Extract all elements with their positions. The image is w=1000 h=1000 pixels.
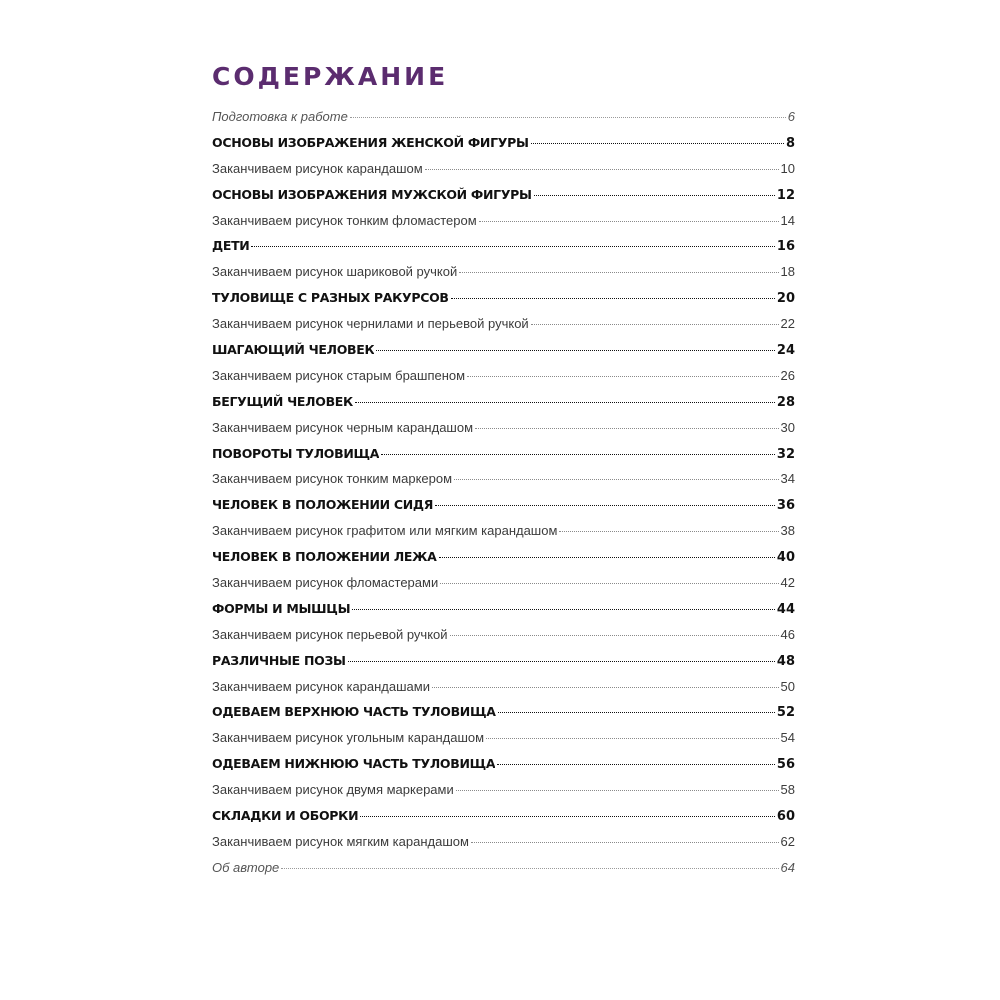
toc-entry-title: ПОВОРОТЫ ТУЛОВИЩА — [212, 445, 380, 461]
toc-entry-page-number: 10 — [780, 160, 795, 176]
dot-leader — [479, 220, 779, 222]
toc-entry-page-number: 64 — [780, 859, 795, 875]
toc-entry-page-number: 52 — [776, 705, 795, 721]
dot-leader — [475, 427, 779, 429]
dot-leader — [531, 323, 779, 325]
toc-subentry[interactable] — [212, 570, 795, 596]
toc-entry-page-number: 26 — [780, 367, 795, 383]
toc-entry-page-number: 50 — [780, 678, 795, 694]
dot-leader — [450, 634, 779, 636]
toc-subentry[interactable] — [212, 311, 795, 337]
toc-chapter-entry[interactable] — [212, 233, 795, 259]
dot-leader — [348, 660, 775, 662]
toc-entry-title: Заканчиваем рисунок угольным карандашом — [212, 730, 485, 746]
toc-chapter-entry[interactable] — [212, 648, 795, 674]
toc-matter-entry[interactable] — [212, 104, 795, 130]
toc-entry-page-number: 28 — [776, 394, 795, 410]
toc-subentry[interactable] — [212, 156, 795, 182]
toc-entry-title: Заканчиваем рисунок карандашом — [212, 160, 423, 176]
toc-chapter-entry[interactable] — [212, 751, 795, 777]
toc-entry-title: ДЕТИ — [212, 238, 250, 254]
toc-entry-page-number: 40 — [776, 550, 795, 566]
toc-entry-title: ОДЕВАЕМ ВЕРХНЮЮ ЧАСТЬ ТУЛОВИЩА — [212, 704, 496, 720]
toc-subentry[interactable] — [212, 777, 795, 803]
toc-chapter-entry[interactable] — [212, 596, 795, 622]
dot-leader — [425, 168, 779, 170]
toc-entry-page-number: 16 — [776, 239, 795, 255]
toc-entry-page-number: 18 — [780, 264, 795, 280]
toc-entry-page-number: 6 — [787, 109, 795, 124]
toc-entry-title: Заканчиваем рисунок черным карандашом — [212, 419, 474, 435]
dot-leader — [435, 504, 775, 506]
toc-entry-title: Подготовка к работе — [212, 109, 348, 124]
dot-leader — [376, 349, 775, 351]
dot-leader — [451, 297, 775, 299]
dot-leader — [497, 763, 775, 765]
dot-leader — [459, 271, 778, 273]
dot-leader — [432, 686, 779, 688]
toc-subentry[interactable] — [212, 674, 795, 700]
toc-subentry[interactable] — [212, 259, 795, 285]
toc-chapter-entry[interactable] — [212, 337, 795, 363]
dot-leader — [498, 711, 775, 713]
toc-entry-page-number: 62 — [780, 833, 795, 849]
toc-entry-title: ОДЕВАЕМ НИЖНЮЮ ЧАСТЬ ТУЛОВИЩА — [212, 756, 496, 772]
dot-leader — [531, 142, 784, 144]
toc-matter-entry[interactable] — [212, 855, 795, 881]
toc-entry-page-number: 42 — [780, 575, 795, 591]
toc-entry-title: Заканчиваем рисунок двумя маркерами — [212, 782, 454, 798]
toc-entry-page-number: 8 — [785, 135, 795, 151]
toc-entry-title: Заканчиваем рисунок старым брашпеном — [212, 367, 466, 383]
toc-list — [212, 104, 795, 881]
toc-entry-title: ШАГАЮЩИЙ ЧЕЛОВЕК — [212, 342, 375, 358]
dot-leader — [352, 608, 775, 610]
toc-entry-title: Заканчиваем рисунок тонким маркером — [212, 471, 453, 487]
toc-subentry[interactable] — [212, 208, 795, 234]
toc-entry-page-number: 24 — [776, 343, 795, 359]
toc-entry-page-number: 48 — [776, 653, 795, 669]
toc-subentry[interactable] — [212, 829, 795, 855]
dot-leader — [456, 789, 779, 791]
toc-chapter-entry[interactable] — [212, 803, 795, 829]
toc-entry-title: Об авторе — [212, 859, 280, 875]
toc-entry-page-number: 58 — [780, 782, 795, 798]
page-title: СОДЕРЖАНИЕ — [212, 62, 449, 91]
toc-entry-title: Заканчиваем рисунок графитом или мягким карандашом — [212, 523, 558, 539]
toc-subentry[interactable] — [212, 622, 795, 648]
toc-entry-page-number: 54 — [780, 730, 795, 746]
dot-leader — [454, 478, 778, 480]
toc-entry-title: ЧЕЛОВЕК В ПОЛОЖЕНИИ ЛЕЖА — [212, 549, 437, 565]
toc-entry-page-number: 46 — [780, 626, 795, 642]
toc-subentry[interactable] — [212, 518, 795, 544]
toc-entry-title: Заканчиваем рисунок мягким карандашом — [212, 833, 469, 849]
dot-leader — [355, 401, 775, 403]
toc-entry-page-number: 22 — [780, 316, 795, 332]
toc-entry-title: ОСНОВЫ ИЗОБРАЖЕНИЯ МУЖСКОЙ ФИГУРЫ — [212, 186, 532, 202]
toc-entry-page-number: 56 — [776, 757, 795, 773]
toc-chapter-entry[interactable] — [212, 492, 795, 518]
toc-entry-title: Заканчиваем рисунок фломастерами — [212, 575, 439, 591]
toc-entry-title: РАЗЛИЧНЫЕ ПОЗЫ — [212, 652, 346, 668]
toc-entry-page-number: 38 — [780, 523, 795, 539]
toc-entry-title: БЕГУЩИЙ ЧЕЛОВЕК — [212, 393, 353, 409]
dot-leader — [281, 867, 778, 869]
toc-chapter-entry[interactable] — [212, 699, 795, 725]
toc-entry-title: ОСНОВЫ ИЗОБРАЖЕНИЯ ЖЕНСКОЙ ФИГУРЫ — [212, 134, 529, 150]
dot-leader — [486, 737, 778, 739]
dot-leader — [440, 582, 778, 584]
toc-entry-page-number: 14 — [780, 212, 795, 228]
toc-entry-title: Заканчиваем рисунок шариковой ручкой — [212, 264, 458, 280]
dot-leader — [251, 245, 774, 247]
toc-entry-title: ЧЕЛОВЕК В ПОЛОЖЕНИИ СИДЯ — [212, 497, 434, 513]
toc-entry-page-number: 36 — [776, 498, 795, 514]
toc-entry-title: ТУЛОВИЩЕ С РАЗНЫХ РАКУРСОВ — [212, 290, 449, 306]
toc-entry-page-number: 32 — [776, 446, 795, 462]
toc-subentry[interactable] — [212, 466, 795, 492]
dot-leader — [467, 375, 778, 377]
toc-entry-title: Заканчиваем рисунок карандашами — [212, 678, 430, 694]
toc-chapter-entry[interactable] — [212, 544, 795, 570]
toc-subentry[interactable] — [212, 725, 795, 751]
toc-chapter-entry[interactable] — [212, 130, 795, 156]
toc-entry-page-number: 30 — [780, 419, 795, 435]
toc-entry-title: Заканчиваем рисунок перьевой ручкой — [212, 626, 448, 642]
toc-entry-page-number: 12 — [776, 187, 795, 203]
toc-entry-page-number: 34 — [780, 471, 795, 487]
toc-entry-title: Заканчиваем рисунок чернилами и перьевой ручкой — [212, 316, 529, 332]
toc-entry-title: СКЛАДКИ И ОБОРКИ — [212, 808, 359, 824]
toc-entry-page-number: 20 — [776, 291, 795, 307]
dot-leader — [360, 815, 775, 817]
toc-chapter-entry[interactable] — [212, 285, 795, 311]
toc-entry-title: Заканчиваем рисунок тонким фломастером — [212, 212, 477, 228]
dot-leader — [350, 116, 786, 118]
dot-leader — [381, 453, 775, 455]
dot-leader — [471, 841, 779, 843]
dot-leader — [559, 530, 778, 532]
toc-subentry[interactable] — [212, 415, 795, 441]
toc-chapter-entry[interactable] — [212, 182, 795, 208]
dot-leader — [439, 556, 775, 558]
toc-entry-page-number: 44 — [776, 601, 795, 617]
toc-chapter-entry[interactable] — [212, 389, 795, 415]
toc-entry-page-number: 60 — [776, 809, 795, 825]
toc-subentry[interactable] — [212, 363, 795, 389]
toc-chapter-entry[interactable] — [212, 441, 795, 467]
toc-entry-title: ФОРМЫ И МЫШЦЫ — [212, 600, 351, 616]
dot-leader — [534, 194, 775, 196]
